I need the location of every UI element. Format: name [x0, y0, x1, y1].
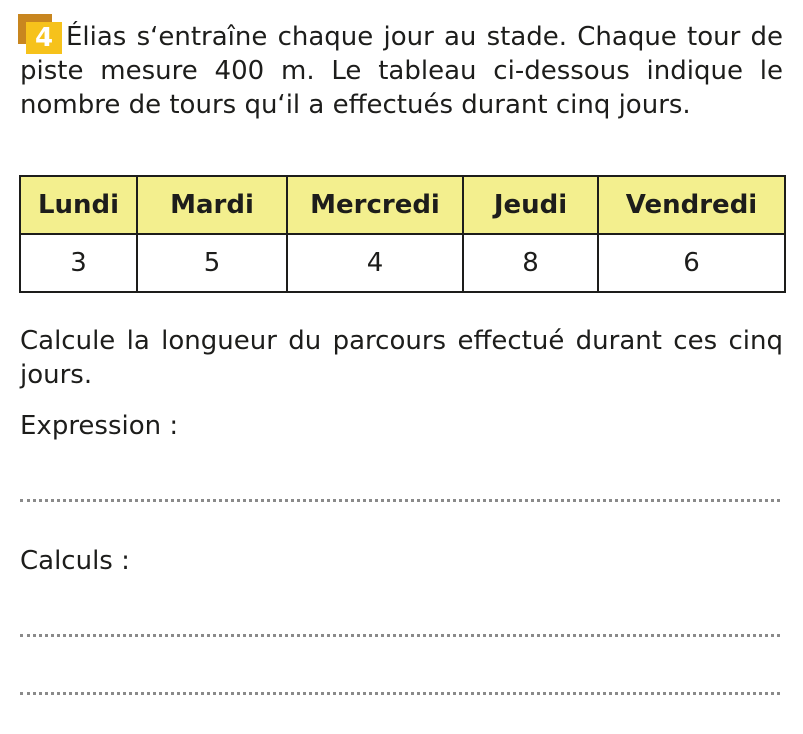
question-text: Calcule la longueur du parcours effectué durant ces cinq jours. [20, 326, 783, 390]
table-row [20, 234, 785, 292]
calculs-answer-line-2[interactable] [20, 692, 780, 695]
expression-label: Expression : [20, 411, 179, 441]
value-cell: 6 [598, 234, 785, 292]
expression-answer-line[interactable] [20, 499, 780, 502]
value-cell: 8 [463, 234, 598, 292]
exercise-intro: Élias s‘entraîne chaque jour au stade. Chaque tour de piste mesure 400 m. Le tableau ci-dessous indique le nombre de tours qu‘il a effectués durant cinq jours. [20, 22, 783, 120]
laps-table [19, 175, 786, 293]
value-cell: 5 [137, 234, 287, 292]
table-header-row [20, 176, 785, 234]
header-cell: Mardi [137, 176, 287, 234]
calculs-answer-line-1[interactable] [20, 634, 780, 637]
exercise-number: 4 [26, 22, 62, 54]
header-cell: Vendredi [598, 176, 785, 234]
value-cell: 4 [287, 234, 463, 292]
header-cell: Mercredi [287, 176, 463, 234]
header-cell: Jeudi [463, 176, 598, 234]
value-cell: 3 [20, 234, 137, 292]
calculs-label: Calculs : [20, 546, 130, 576]
header-cell: Lundi [20, 176, 137, 234]
